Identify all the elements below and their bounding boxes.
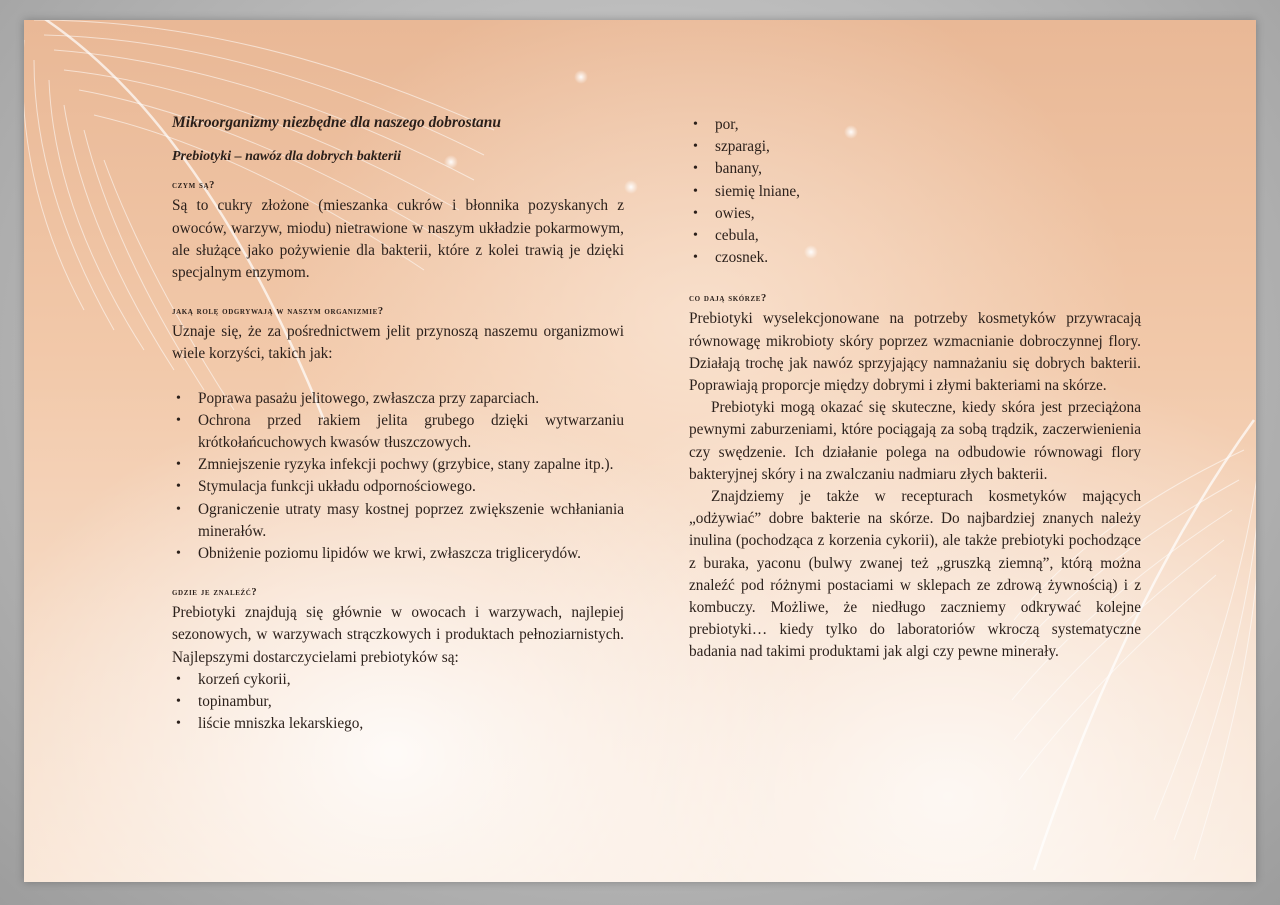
list-item: • Zmniejszenie ryzyka infekcji pochwy (grzybice, stany zapalne itp.). [172,454,624,476]
role-paragraph: Uznaje się, że za pośrednictwem jelit przynoszą naszemu organizmowi wiele korzyści, takich jak: [172,323,624,363]
where-to-find-heading: gdzie je znaleźć? [172,587,258,599]
book-spread [24,20,1256,882]
list-item: • owies, [689,203,1141,225]
skin-paragraph-3: Znajdziemy je także w recepturach kosmetyków mających „odżywiać” dobre bakterie na skórze. Do najbardziej znanych należy inulina (pochodząca z korzenia cykorii), ale także prebiotyki pochodzące z buraka, yaconu (bulwy zwanej też „gruszką ziemną”, którą można znaleźć pod różnymi postaciami w sklepach ze zdrową żywnością) i z kombuczy. Możliwe, że niedługo zaczniemy odkrywać kolejne prebiotyki… kiedy tylko do laboratoriów wkroczą systematyczne badania nad takimi produktami jak algi czy pewne minerały. [689,488,1141,661]
left-page-column [172,112,624,735]
what-are-they-heading: czym są? [172,180,216,192]
skin-paragraph-2: Prebiotyki mogą okazać się skuteczne, kiedy skóra jest przeciążona pewnymi zaburzeniami, które pociągają za sobą trądzik, zaczerwienienia czy swędzenie. Ich działanie polega na odbudowie równowagi flory bakteryjnej skóry i na zwalczaniu nadmiaru złych bakterii. [689,399,1141,483]
what-are-they-paragraph: Są to cukry złożone (mieszanka cukrów i błonnika pozyskanych z owoców, warzyw, miodu) nietrawione w naszym układzie pokarmowym, ale służące jako pożywienie dla bakterii, które z kolei trawią je dzięki specjalnym enzymom. [172,197,624,282]
role-heading: jaką rolę odgrywają w naszym organizmie? [172,306,384,318]
list-item: • czosnek. [689,247,1141,269]
skin-paragraph-1: Prebiotyki wyselekcjonowane na potrzeby kosmetyków przywracają równowagę mikrobioty skóry poprzez wzmacnianie dobroczynnej flory. Działają trochę jak nawóz sprzyjający namnażaniu się dobrych bakterii. Poprawiają proporcje między dobrymi i złymi bakteriami na skórze. [689,310,1141,395]
list-item: • szparagi, [689,136,1141,158]
list-item: • Ograniczenie utraty masy kostnej poprzez zwiększenie wchłaniania minerałów. [172,499,624,543]
list-item: • Stymulacja funkcji układu odpornościowego. [172,476,624,498]
list-item: • Ochrona przed rakiem jelita grubego dzięki wytwarzaniu krótkołańcuchowych kwasów tłuszczowych. [172,410,624,454]
section-subtitle: Prebiotyki – nawóz dla dobrych bakterii [172,149,402,165]
list-item: • korzeń cykorii, [172,669,624,691]
list-item: • cebula, [689,225,1141,247]
sources-list-right [689,114,1141,269]
right-page-column [689,114,1141,664]
sources-list-left [172,669,624,736]
list-item: • Obniżenie poziomu lipidów we krwi, zwłaszcza triglicerydów. [172,543,624,565]
list-item: • Poprawa pasażu jelitowego, zwłaszcza przy zaparciach. [172,388,624,410]
sparkle-decoration [574,70,588,84]
benefits-list [172,388,624,566]
list-item: • topinambur, [172,691,624,713]
chapter-title: Mikroorganizmy niezbędne dla naszego dobrostanu [172,114,501,131]
skin-benefits-heading: co dają skórze? [689,293,767,305]
where-to-find-paragraph: Prebiotyki znajdują się głównie w owocach i warzywach, najlepiej sezonowych, w warzywach strączkowych i produktach pełnoziarnistych. Najlepszymi dostarczycielami prebiotyków są: [172,604,624,666]
list-item: • siemię lniane, [689,181,1141,203]
list-item: • liście mniszka lekarskiego, [172,713,624,735]
list-item: • banany, [689,158,1141,180]
sparkle-decoration [624,180,638,194]
list-item: • por, [689,114,1141,136]
